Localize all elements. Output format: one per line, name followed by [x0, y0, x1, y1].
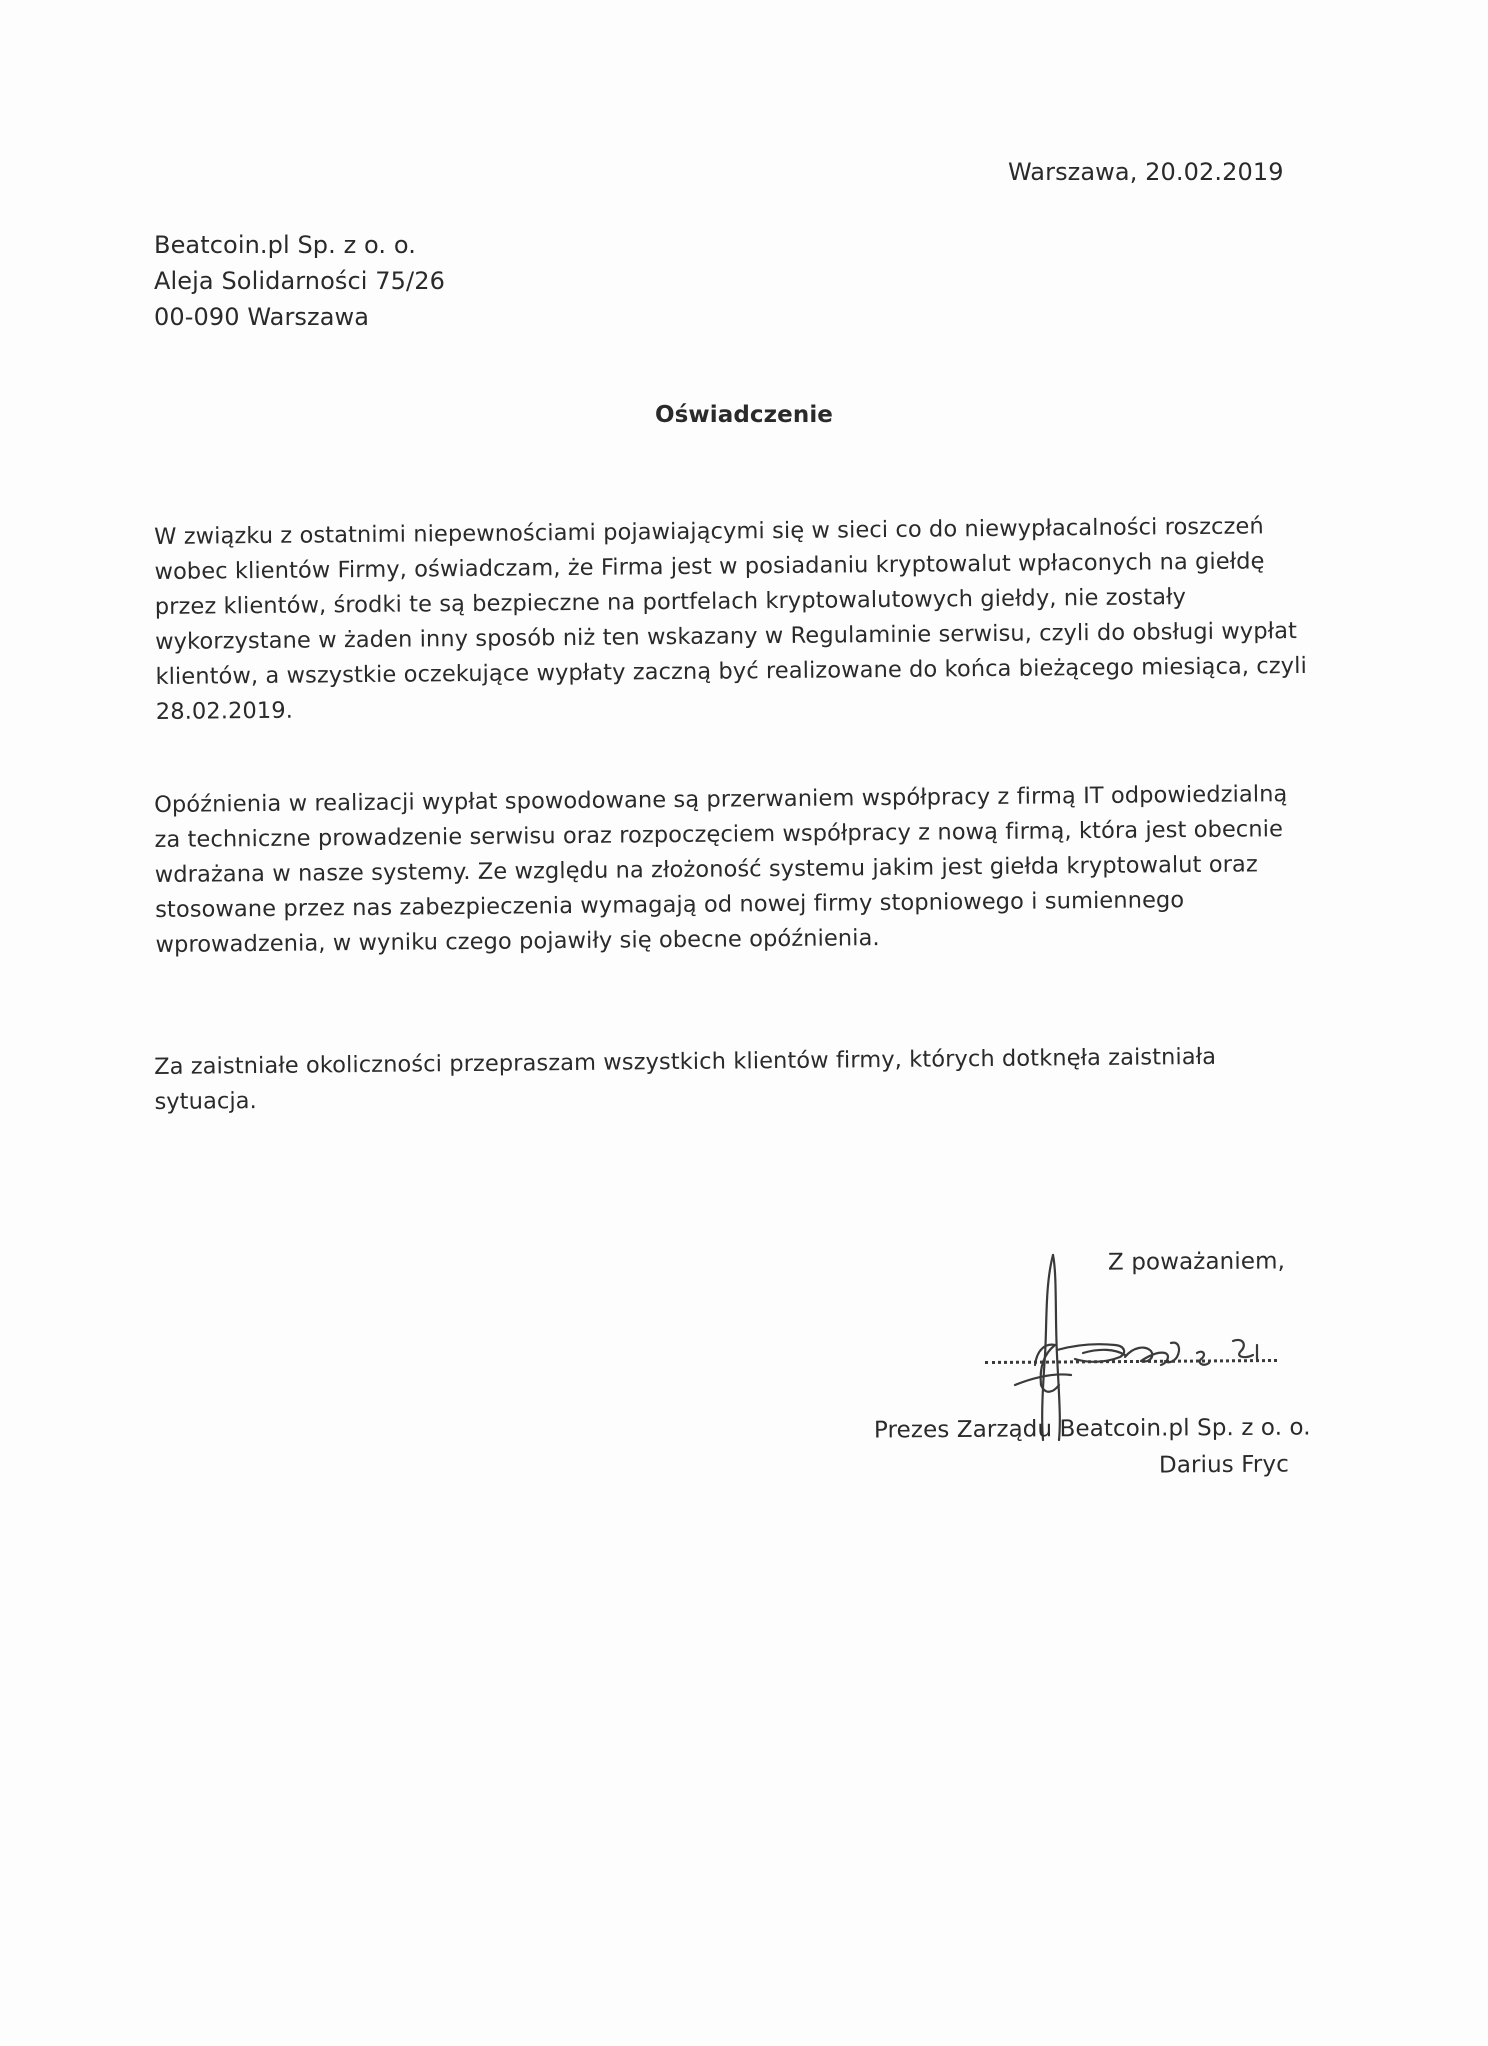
paragraph-line: klientów, a wszystkie oczekujące wypłaty zaczną być realizowane do końca bieżącego miesiąca, czyli: [155, 652, 1307, 690]
address-line-street: Aleja Solidarności 75/26: [154, 267, 445, 295]
address-line-city: 00-090 Warszawa: [154, 303, 370, 331]
paragraph-line: 28.02.2019.: [155, 697, 294, 725]
paragraph-line: sytuacja.: [154, 1088, 257, 1115]
paragraph-line: Opóźnienia w realizacji wypłat spowodowane są przerwaniem współpracy z firmą IT odpowiedzialną: [154, 781, 1288, 818]
paragraph-line: wobec klientów Firmy, oświadczam, że Firma jest w posiadaniu kryptowalut wpłaconych na giełdę: [154, 548, 1265, 585]
letter-date: Warszawa, 20.02.2019: [1008, 158, 1284, 186]
paragraph-delays: [154, 777, 1289, 963]
paragraph-line: W związku z ostatnimi niepewnościami pojawiającymi się w sieci co do niewypłacalności roszczeń: [154, 513, 1264, 550]
paragraph-line: stosowane przez nas zabezpieczenia wymagają od nowej firmy stopniowego i sumiennego: [155, 887, 1185, 923]
address-line-company: Beatcoin.pl Sp. z o. o.: [154, 231, 416, 259]
paragraph-line: wykorzystane w żaden inny sposób niż ten wskazany w Regulaminie serwisu, czyli do obsługi wypłat: [155, 618, 1298, 655]
document-title: Oświadczenie: [654, 402, 834, 428]
paragraph-line: Za zaistniałe okoliczności przepraszam wszystkich klientów firmy, których dotknęła zaistniała: [154, 1043, 1217, 1080]
paragraph-statement: [154, 509, 1307, 730]
signer-name: Darius Fryc: [1158, 1451, 1289, 1479]
paragraph-apology: [154, 1040, 1217, 1120]
paragraph-line: przez klientów, środki te są bezpieczne na portfelach kryptowalutowych giełdy, nie zostały: [154, 584, 1187, 620]
paragraph-line: wprowadzenia, w wyniku czego pojawiły się obecne opóźnienia.: [155, 925, 880, 958]
recipient-address: [154, 227, 445, 335]
closing-salutation: Z poważaniem,: [1107, 1248, 1286, 1276]
paragraph-line: za techniczne prowadzenie serwisu oraz rozpoczęciem współpracy z nową firmą, która jest obecnie: [154, 816, 1284, 853]
paragraph-line: wdrażana w nasze systemy. Ze względu na złożoność systemu jakim jest giełda kryptowalut oraz: [154, 851, 1258, 888]
signer-role: Prezes Zarządu Beatcoin.pl Sp. z o. o.: [873, 1414, 1311, 1444]
